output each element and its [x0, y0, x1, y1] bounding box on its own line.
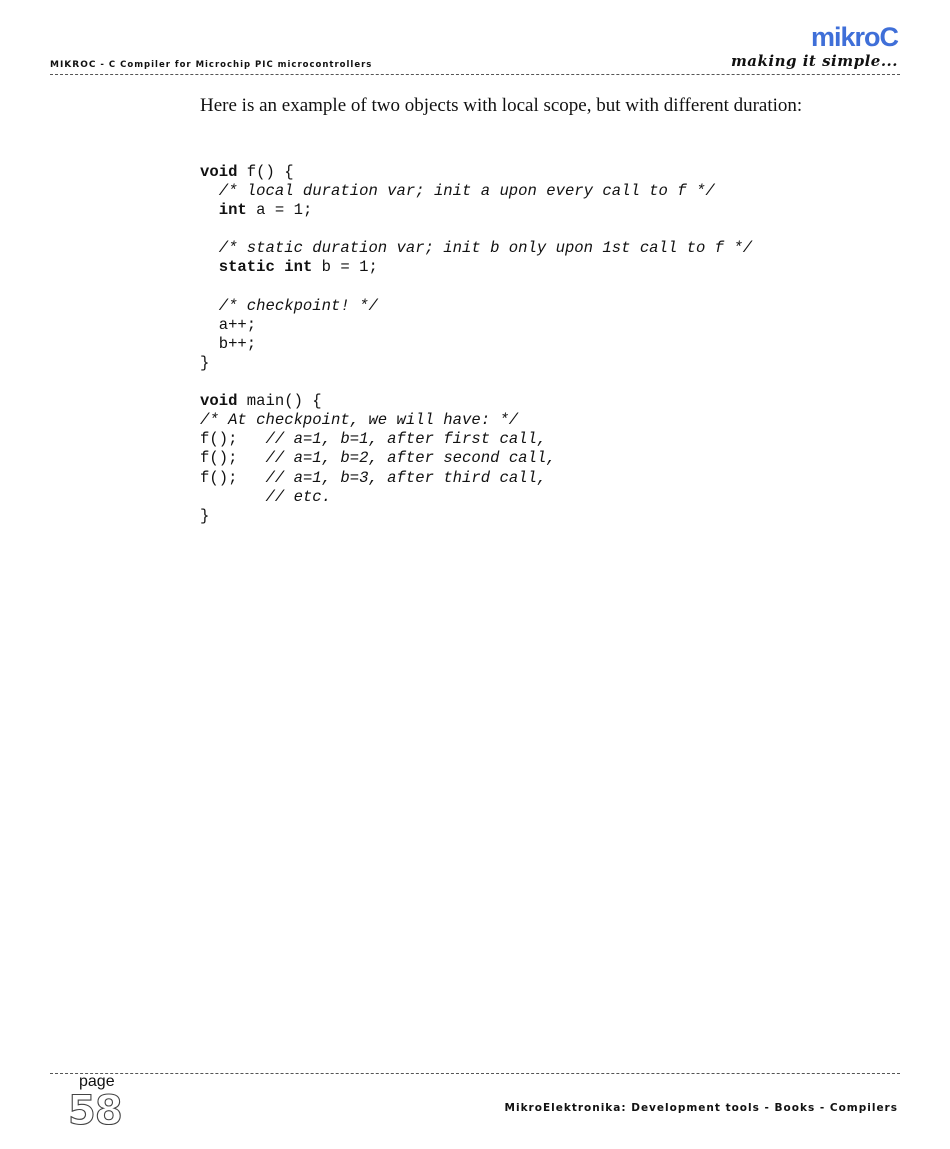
code-line-6: [200, 258, 752, 277]
code-comment: // a=1, b=2, after second call,: [265, 449, 556, 468]
code-line-3: [200, 201, 752, 220]
footer-publisher: MikroElektronika: Development tools - Books - Compilers: [504, 1102, 898, 1114]
code-keyword-void: void: [200, 392, 238, 411]
code-keyword-int: int: [218, 201, 247, 220]
code-line-2: /* local duration var; init a upon every call to f */: [200, 182, 715, 201]
code-text-main-open: main() {: [237, 392, 322, 411]
code-line-16: [200, 449, 752, 468]
code-call: f();: [200, 468, 266, 487]
code-line-7: [200, 278, 752, 297]
code-line-15: [200, 430, 752, 449]
code-line-10: b++;: [200, 334, 257, 353]
header-title-subtitle: - C Compiler for Microchip PIC microcontrollers: [96, 60, 373, 70]
intro-paragraph: Here is an example of two objects with local scope, but with different duration:: [200, 95, 803, 116]
code-comment: // a=1, b=3, after third call,: [265, 468, 547, 487]
code-comment: // a=1, b=1, after first call,: [265, 430, 547, 449]
brand-logo: mikroC: [810, 22, 898, 52]
code-text-b-init: b = 1;: [312, 258, 378, 277]
header-title: [50, 58, 372, 70]
code-call: f();: [200, 430, 266, 449]
code-text-a-init: a = 1;: [246, 201, 313, 220]
page-label: page: [79, 1073, 115, 1090]
code-line-17: [200, 469, 752, 488]
page-number: 58: [68, 1088, 122, 1134]
header-divider: [50, 74, 900, 75]
code-line-5: /* static duration var; init b only upon 1st call to f */: [200, 239, 753, 258]
code-indent: [200, 201, 219, 219]
code-line-19: }: [200, 506, 210, 525]
code-keyword-void: void: [200, 163, 238, 181]
code-line-9: a++;: [200, 315, 257, 334]
code-line-12: [200, 373, 752, 392]
code-line-14: /* At checkpoint, we will have: */: [200, 411, 519, 430]
header-title-product: MIKROC: [50, 60, 97, 70]
code-line-11: }: [200, 353, 210, 372]
code-line-1: [200, 163, 752, 182]
code-line-4: [200, 220, 752, 239]
header-tagline: making it simple...: [730, 52, 898, 70]
code-line-18: // etc.: [200, 487, 332, 506]
footer-divider: [50, 1073, 900, 1074]
code-indent: [200, 258, 219, 276]
code-call: f();: [200, 449, 266, 468]
code-listing: [200, 163, 752, 526]
code-keyword-static-int: static int: [218, 258, 313, 277]
code-text-f-open: f() {: [237, 163, 294, 181]
code-line-13: [200, 392, 752, 411]
code-line-8: /* checkpoint! */: [200, 296, 378, 315]
